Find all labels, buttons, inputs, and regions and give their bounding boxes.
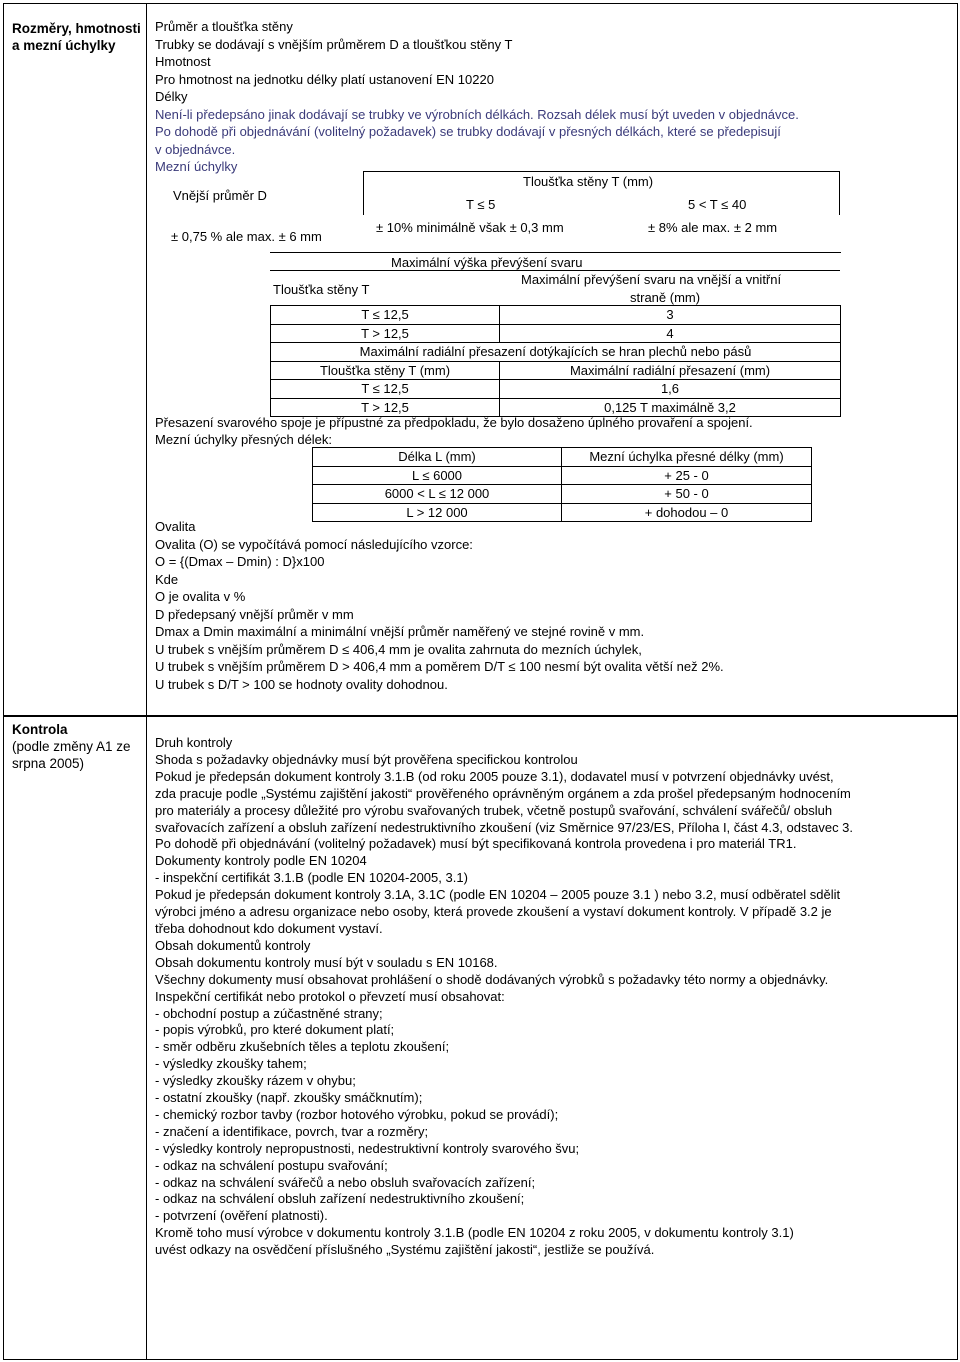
table-cell: Maximální radiální přesazení (mm) <box>500 361 841 380</box>
wall-col-thin: T ≤ 5 <box>466 197 496 212</box>
dimensions-text-block <box>155 18 945 176</box>
text-line: Inspekční certifikát nebo protokol o převzetí musí obsahovat: <box>155 988 505 1004</box>
text-line: Kde <box>155 571 179 587</box>
wall-col-thick: 5 < T ≤ 40 <box>688 197 747 212</box>
text-line: Délky <box>155 89 188 104</box>
text-line: pro materiály a procesy důležité pro výrobu svařovaných trubek, včetně postupů svařování, schválení svářečů/ obsluh <box>155 802 833 818</box>
text-line: Všechny dokumenty musí obsahovat prohlášení o shodě dodávaných výrobků s požadavky této normy a objednávky. <box>155 971 829 987</box>
text-line: - ostatní zkoušky (např. zkoušky smáčknutím); <box>155 1090 423 1106</box>
table-cell: Tloušťka stěny T (mm) <box>271 361 500 380</box>
table-cell: 4 <box>500 324 841 343</box>
text-line: - potvrzení (ověření platnosti). <box>155 1208 328 1224</box>
inspection-text-block <box>155 735 945 1259</box>
length-tolerance-label: Mezní úchylky přesných délek: <box>155 432 333 447</box>
table-row <box>313 485 812 504</box>
text-line: Druh kontroly <box>155 735 233 750</box>
text-line: U trubek s vnějším průměrem D > 406,4 mm a poměrem D/T ≤ 100 nesmí být ovalita větší než 2%. <box>155 659 724 674</box>
text-line: třeba dohodnout kdo dokument vystaví. <box>155 920 383 936</box>
table-cell: T ≤ 12,5 <box>271 380 500 399</box>
text-line: Mezní úchylky <box>155 159 238 174</box>
table-cell: T > 12,5 <box>271 398 500 417</box>
text-line: Průměr a tloušťka stěny <box>155 19 293 34</box>
table-border <box>839 171 840 215</box>
wall-value-thin: ± 10% minimálně však ± 0,3 mm <box>376 220 564 235</box>
text-line: Dokumenty kontroly podle EN 10204 <box>155 853 367 869</box>
text-line: Kromě toho musí výrobce v dokumentu kontroly 3.1.B (podle EN 10204 z roku 2005, v dokumentu kontroly 3.1) <box>155 1225 794 1241</box>
text-line: svařovacích zařízení a obsluh zařízení nedestruktivního zkoušení (viz Směrnice 97/23/ES, Příloha I, část 4.3, odstavec 3. <box>155 819 854 835</box>
table-cell: + dohodou – 0 <box>562 503 812 522</box>
text-line: - výsledky kontroly nepropustnosti, nedestruktivní kontroly svarového švu; <box>155 1140 580 1156</box>
table-cell: T > 12,5 <box>271 324 500 343</box>
table-cell: 3 <box>500 306 841 325</box>
text-line: uvést odkazy na osvědčení příslušného „Systému zajištění jakosti“, jestliže se používá. <box>155 1242 655 1258</box>
text-line: výrobci jméno a adresu organizace nebo osoby, která provede zkoušení a vystaví dokument kontroly. V případě 3.2 je <box>155 904 832 920</box>
table-cell: + 25 - 0 <box>562 466 812 485</box>
text-line: O = {(Dmax – Dmin) : D}x100 <box>155 554 325 569</box>
weld-col-thickness: Tloušťka stěny T <box>273 282 370 297</box>
text-line: O je ovalita v % <box>155 589 246 604</box>
weld-note: Přesazení svarového spoje je přípustné za předpokladu, že bylo dosaženo úplného provaření a spojení. <box>155 415 753 430</box>
text-line: v objednávce. <box>155 141 236 157</box>
text-line: Shoda s požadavky objednávky musí být prověřena specifickou kontrolou <box>155 751 578 767</box>
text-line: - inspekční certifikát 3.1.B (podle EN 10204-2005, 3.1) <box>155 870 468 886</box>
text-line: U trubek s vnějším průměrem D ≤ 406,4 mm je ovalita zahrnuta do mezních úchylek, <box>155 641 642 657</box>
text-line: Pro hmotnost na jednotku délky platí ustanovení EN 10220 <box>155 71 494 87</box>
table-cell: L ≤ 6000 <box>313 466 562 485</box>
table-header: Mezní úchylka přesné délky (mm) <box>562 448 812 467</box>
table-cell: + 50 - 0 <box>562 485 812 504</box>
weld-col-max-height-line2: straně (mm) <box>630 290 701 305</box>
text-line: Obsah dokumentů kontroly <box>155 937 311 953</box>
text-line: U trubek s D/T > 100 se hodnoty ovality dohodnou. <box>155 676 448 692</box>
section-label-inspection <box>12 721 142 772</box>
table-border <box>363 171 840 172</box>
table-row <box>271 380 841 399</box>
wall-value-thick: ± 8% ale max. ± 2 mm <box>648 220 778 235</box>
wall-thickness-header: Tloušťka stěny T (mm) <box>523 174 654 189</box>
text-line: Po dohodě při objednávání (volitelný požadavek) musí být specifikovaná kontrola provedena i pro materiál TR1. <box>155 836 797 852</box>
text-line: Dmax a Dmin maximální a minimální vnější průměr naměřený ve stejné rovině v mm. <box>155 624 645 639</box>
outer-diameter-header: Vnější průměr D <box>173 188 267 203</box>
text-line: Po dohodě při objednávání (volitelný požadavek) se trubky dodávají v přesných délkách, které se předepisují <box>155 124 781 139</box>
text-line: Pokud je předepsán dokument kontroly 3.1A, 3.1C (podle EN 10204 – 2005 pouze 3.1 ) nebo 3.2, musí odběratel sdělit <box>155 887 841 903</box>
table-cell: 1,6 <box>500 380 841 399</box>
table-border <box>270 252 841 253</box>
text-line: - odkaz na schválení obsluh zařízení nedestruktivního zkoušení; <box>155 1191 525 1207</box>
table-row <box>271 306 841 325</box>
column-divider <box>146 4 147 715</box>
table-cell: L > 12 000 <box>313 503 562 522</box>
weld-col-max-height: Maximální převýšení svaru na vnější a vnitřní <box>521 272 782 287</box>
text-line: - odkaz na schválení svářečů a nebo obsluh svařovacích zařízení; <box>155 1174 536 1190</box>
table-cell: 6000 < L ≤ 12 000 <box>313 485 562 504</box>
table-border <box>363 171 364 215</box>
section-label-inspection-note: (podle změny A1 ze srpna 2005) <box>12 739 131 771</box>
table-row <box>313 466 812 485</box>
table-cell: T ≤ 12,5 <box>271 306 500 325</box>
section-label-inspection-title: Kontrola <box>12 722 68 737</box>
text-line: - odkaz na schválení postupu svařování; <box>155 1157 388 1173</box>
text-line: Obsah dokumentu kontroly musí být v souladu s EN 10168. <box>155 954 498 970</box>
section-label-dimensions: Rozměry, hmotnosti a mezní úchylky <box>12 21 141 53</box>
text-line: D předepsaný vnější průměr v mm <box>155 606 354 622</box>
text-line: - směr odběru zkušebních těles a teplotu zkoušení; <box>155 1039 450 1055</box>
table-header: Délka L (mm) <box>313 448 562 467</box>
text-line: - obchodní postup a zúčastněné strany; <box>155 1005 383 1021</box>
table-row <box>271 343 841 362</box>
text-line: zda pracuje podle „Systému zajištění jakosti“ prověřeného oprávněným orgánem a zda prošel předepsaným hodnocením <box>155 785 851 801</box>
text-line: - chemický rozbor tavby (rozbor hotového výrobku, pokud se provádí); <box>155 1106 559 1122</box>
text-line: - značení a identifikace, povrch, tvar a rozměry; <box>155 1123 429 1139</box>
table-row <box>271 361 841 380</box>
table-row <box>313 448 812 467</box>
ovality-text-block <box>155 518 945 693</box>
text-line: Ovalita <box>155 519 196 534</box>
weld-table-title: Maximální výška převýšení svaru <box>391 255 583 270</box>
outer-diameter-value: ± 0,75 % ale max. ± 6 mm <box>171 229 322 244</box>
text-line: Není-li předepsáno jinak dodávají se trubky ve výrobních délkách. Rozsah délek musí být uveden v objednávce. <box>155 106 799 122</box>
text-line: Ovalita (O) se vypočítává pomocí následujícího vzorce: <box>155 536 473 552</box>
text-line: - výsledky zkoušky tahem; <box>155 1056 307 1072</box>
table-cell: 0,125 T maximálně 3,2 <box>500 398 841 417</box>
length-tolerance-table <box>312 447 812 522</box>
table-row <box>271 324 841 343</box>
weld-height-table <box>270 305 841 417</box>
text-line: Pokud je předepsán dokument kontroly 3.1.B (od roku 2005 pouze 3.1), dodavatel musí v potvrzení objednávky uvést, <box>155 768 834 784</box>
column-divider <box>146 717 147 1359</box>
text-line: Trubky se dodávají s vnějším průměrem D a tloušťkou stěny T <box>155 36 513 52</box>
text-line: Hmotnost <box>155 54 211 69</box>
text-line: - výsledky zkoušky rázem v ohybu; <box>155 1073 356 1089</box>
radial-offset-title: Maximální radiální přesazení dotýkajících se hran plechů nebo pásů <box>271 343 841 362</box>
text-line: - popis výrobků, pro které dokument platí; <box>155 1022 395 1038</box>
